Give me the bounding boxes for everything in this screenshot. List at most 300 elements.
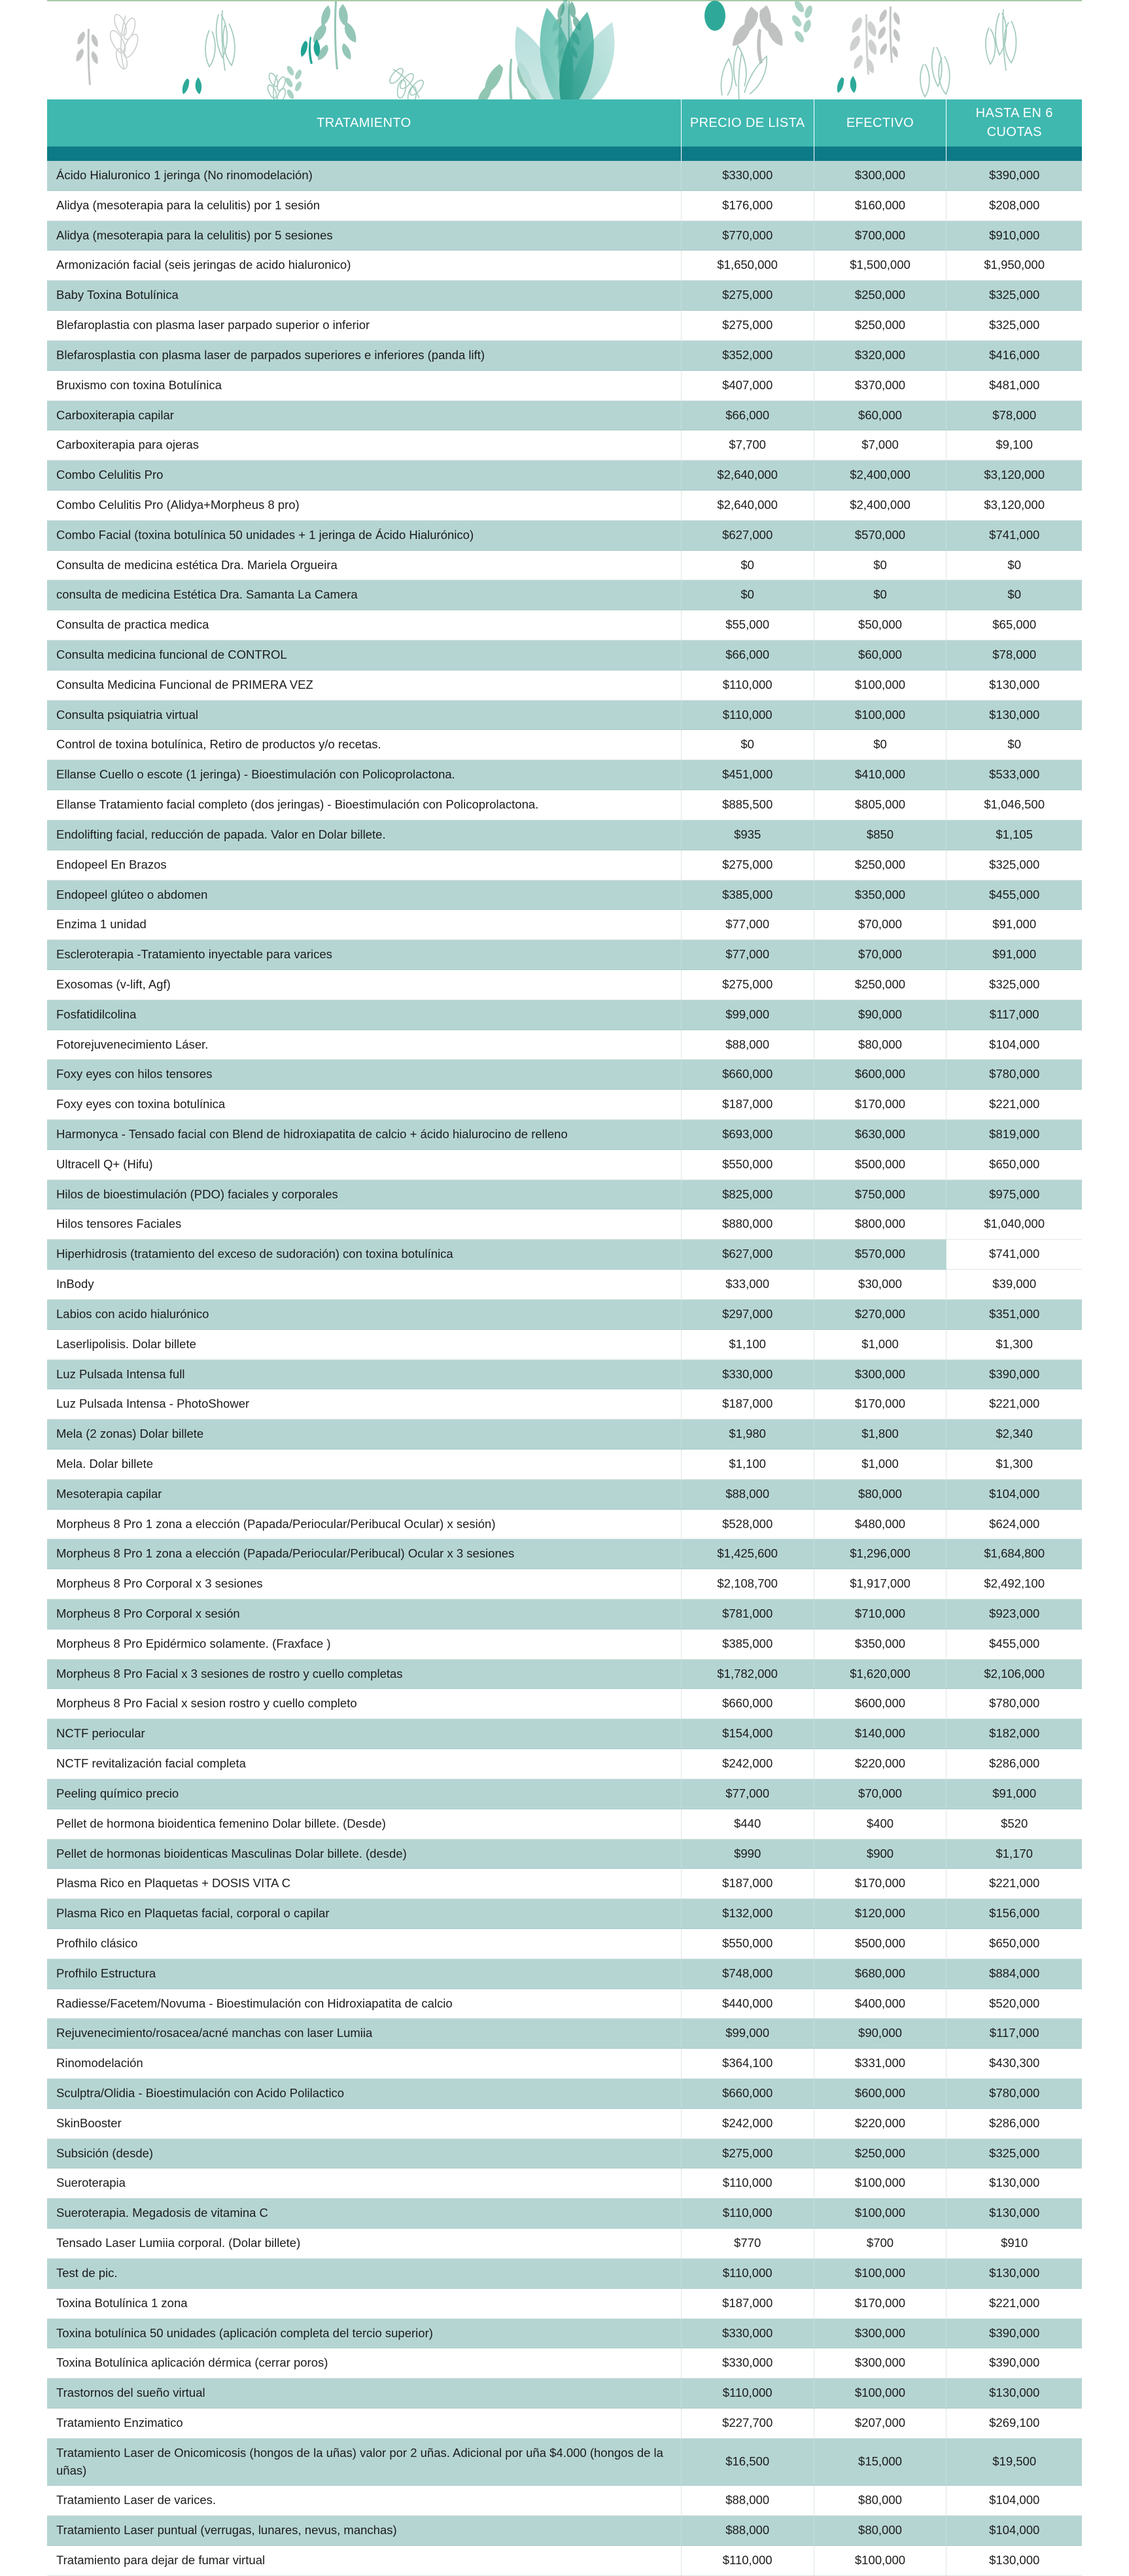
price-installments-cell: $2,106,000: [947, 1659, 1082, 1689]
treatment-name-cell: Luz Pulsada Intensa - PhotoShower: [47, 1389, 681, 1419]
table-row: [47, 1928, 1082, 1958]
price-list-cell: $187,000: [681, 1090, 814, 1120]
treatment-name-cell: NCTF revitalización facial completa: [47, 1749, 681, 1779]
price-cash-cell: $80,000: [814, 1030, 947, 1060]
price-cash-cell: $500,000: [814, 1149, 947, 1179]
price-list-cell: $330,000: [681, 2348, 814, 2378]
table-row: [47, 2318, 1082, 2348]
price-table: [47, 99, 1082, 2576]
treatment-name-cell: Endopeel En Brazos: [47, 850, 681, 880]
price-cash-cell: $370,000: [814, 370, 947, 400]
price-cash-cell: $80,000: [814, 1479, 947, 1509]
table-row: [47, 1389, 1082, 1419]
price-installments-cell: $19,500: [947, 2438, 1082, 2486]
table-row: [47, 820, 1082, 850]
table-row: [47, 1449, 1082, 1479]
price-installments-cell: $221,000: [947, 1090, 1082, 1120]
price-cash-cell: $600,000: [814, 1689, 947, 1719]
table-row: [47, 2486, 1082, 2516]
price-list-cell: $110,000: [681, 2378, 814, 2409]
price-list-cell: $154,000: [681, 1719, 814, 1749]
table-row: [47, 2288, 1082, 2318]
price-cash-cell: $220,000: [814, 2108, 947, 2138]
price-installments-cell: $819,000: [947, 1120, 1082, 1150]
price-installments-cell: $221,000: [947, 1869, 1082, 1899]
price-installments-cell: $416,000: [947, 340, 1082, 370]
price-cash-cell: $300,000: [814, 161, 947, 190]
price-installments-cell: $780,000: [947, 1689, 1082, 1719]
price-installments-cell: $1,046,500: [947, 790, 1082, 820]
treatment-name-cell: Mela (2 zonas) Dolar billete: [47, 1419, 681, 1450]
table-row: [47, 1809, 1082, 1839]
treatment-name-cell: Pellet de hormonas bioidenticas Masculinas Dolar billete. (desde): [47, 1839, 681, 1869]
table-row: [47, 251, 1082, 281]
price-list-cell: $16,500: [681, 2438, 814, 2486]
price-cash-cell: $680,000: [814, 1958, 947, 1989]
price-installments-cell: $91,000: [947, 910, 1082, 940]
price-installments-cell: $130,000: [947, 2168, 1082, 2199]
treatment-name-cell: Luz Pulsada Intensa full: [47, 1359, 681, 1389]
table-row: [47, 910, 1082, 940]
price-list-cell: $227,700: [681, 2408, 814, 2438]
table-row: [47, 1539, 1082, 1569]
price-installments-cell: $1,170: [947, 1839, 1082, 1869]
treatment-name-cell: Sueroterapia. Megadosis de vitamina C: [47, 2199, 681, 2229]
price-cash-cell: $805,000: [814, 790, 947, 820]
price-cash-cell: $350,000: [814, 880, 947, 910]
price-list-cell: $0: [681, 550, 814, 580]
price-installments-cell: $130,000: [947, 2258, 1082, 2288]
treatment-name-cell: Hiperhidrosis (tratamiento del exceso de sudoración) con toxina botulínica: [47, 1240, 681, 1270]
price-installments-cell: $741,000: [947, 1240, 1082, 1270]
price-list-cell: $187,000: [681, 1869, 814, 1899]
treatment-name-cell: Rinomodelación: [47, 2049, 681, 2079]
price-cash-cell: $160,000: [814, 190, 947, 220]
price-list-cell: $110,000: [681, 2258, 814, 2288]
price-list-cell: $770,000: [681, 220, 814, 251]
treatment-name-cell: Subsición (desde): [47, 2138, 681, 2168]
price-list-cell: $99,000: [681, 2019, 814, 2049]
price-installments-cell: $351,000: [947, 1299, 1082, 1329]
price-list-cell: $77,000: [681, 940, 814, 970]
table-row: [47, 1689, 1082, 1719]
price-list-cell: $77,000: [681, 1779, 814, 1809]
table-row: [47, 2348, 1082, 2378]
treatment-name-cell: Foxy eyes con toxina botulínica: [47, 1090, 681, 1120]
table-row: [47, 520, 1082, 550]
column-header-precio-de-lista: PRECIO DE LISTA: [681, 99, 814, 147]
price-installments-cell: $325,000: [947, 2138, 1082, 2168]
price-cash-cell: $15,000: [814, 2438, 947, 2486]
price-list-cell: $99,000: [681, 1000, 814, 1030]
table-row: [47, 1419, 1082, 1450]
price-list-cell: $110,000: [681, 2199, 814, 2229]
price-list-cell: $352,000: [681, 340, 814, 370]
price-cash-cell: $100,000: [814, 2546, 947, 2576]
price-installments-cell: $923,000: [947, 1599, 1082, 1629]
price-list-cell: $1,425,600: [681, 1539, 814, 1569]
price-cash-cell: $320,000: [814, 340, 947, 370]
table-row: [47, 2258, 1082, 2288]
floral-banner: [47, 0, 1082, 99]
price-installments-cell: $390,000: [947, 2318, 1082, 2348]
price-list-cell: $627,000: [681, 520, 814, 550]
price-installments-cell: $104,000: [947, 2486, 1082, 2516]
table-row: [47, 340, 1082, 370]
table-row: [47, 880, 1082, 910]
table-row: [47, 1629, 1082, 1659]
divider-cell: [814, 147, 947, 161]
price-cash-cell: $1,000: [814, 1449, 947, 1479]
price-installments-cell: $650,000: [947, 1928, 1082, 1958]
price-list-cell: $77,000: [681, 910, 814, 940]
treatment-name-cell: Peeling químico precio: [47, 1779, 681, 1809]
price-cash-cell: $250,000: [814, 2138, 947, 2168]
price-cash-cell: $570,000: [814, 1240, 947, 1270]
price-installments-cell: $104,000: [947, 2516, 1082, 2546]
price-installments-cell: $221,000: [947, 2288, 1082, 2318]
price-list-cell: $880,000: [681, 1210, 814, 1240]
price-installments-cell: $104,000: [947, 1030, 1082, 1060]
price-cash-cell: $30,000: [814, 1270, 947, 1300]
price-cash-cell: $270,000: [814, 1299, 947, 1329]
price-list-cell: $275,000: [681, 311, 814, 341]
table-row: [47, 1120, 1082, 1150]
table-row: [47, 1030, 1082, 1060]
table-row: [47, 730, 1082, 760]
price-cash-cell: $90,000: [814, 1000, 947, 1030]
price-cash-cell: $630,000: [814, 1120, 947, 1150]
price-cash-cell: $850: [814, 820, 947, 850]
price-cash-cell: $0: [814, 580, 947, 610]
treatment-name-cell: Hilos de bioestimulación (PDO) faciales y corporales: [47, 1179, 681, 1210]
price-list-cell: $407,000: [681, 370, 814, 400]
treatment-name-cell: Carboxiterapia capilar: [47, 400, 681, 430]
price-cash-cell: $80,000: [814, 2486, 947, 2516]
treatment-name-cell: Trastornos del sueño virtual: [47, 2378, 681, 2409]
table-row: [47, 2378, 1082, 2409]
price-list-cell: $2,640,000: [681, 490, 814, 520]
price-list-cell: $693,000: [681, 1120, 814, 1150]
treatment-name-cell: Consulta de medicina estética Dra. Mariela Orgueira: [47, 550, 681, 580]
price-list-cell: $451,000: [681, 760, 814, 790]
price-list-cell: $110,000: [681, 700, 814, 730]
treatment-name-cell: Tratamiento Laser de Onicomicosis (hongos de la uñas) valor por 2 uñas. Adicional por uña $4.000 (hongos de la uñas): [47, 2438, 681, 2486]
table-row: [47, 400, 1082, 430]
treatment-name-cell: Mela. Dolar billete: [47, 1449, 681, 1479]
price-cash-cell: $70,000: [814, 910, 947, 940]
price-cash-cell: $400: [814, 1809, 947, 1839]
price-list-cell: $440: [681, 1809, 814, 1839]
table-row: [47, 1749, 1082, 1779]
price-list-cell: $781,000: [681, 1599, 814, 1629]
table-row: [47, 1210, 1082, 1240]
table-row: [47, 2138, 1082, 2168]
table-row: [47, 430, 1082, 461]
price-installments-cell: $910: [947, 2229, 1082, 2259]
treatment-name-cell: Morpheus 8 Pro Facial x sesion rostro y cuello completo: [47, 1689, 681, 1719]
price-installments-cell: $1,040,000: [947, 1210, 1082, 1240]
price-cash-cell: $1,500,000: [814, 251, 947, 281]
price-installments-cell: $130,000: [947, 2378, 1082, 2409]
price-installments-cell: $1,300: [947, 1329, 1082, 1359]
treatment-name-cell: InBody: [47, 1270, 681, 1300]
price-installments-cell: $182,000: [947, 1719, 1082, 1749]
price-list-cell: $275,000: [681, 281, 814, 311]
price-cash-cell: $100,000: [814, 670, 947, 700]
table-row: [47, 940, 1082, 970]
price-installments-cell: $520: [947, 1809, 1082, 1839]
treatment-name-cell: Escleroterapia -Tratamiento inyectable para varices: [47, 940, 681, 970]
price-installments-cell: $780,000: [947, 2079, 1082, 2109]
price-list-cell: $1,650,000: [681, 251, 814, 281]
price-installments-cell: $1,105: [947, 820, 1082, 850]
treatment-name-cell: Tensado Laser Lumiia corporal. (Dolar billete): [47, 2229, 681, 2259]
price-list-cell: $187,000: [681, 2288, 814, 2318]
price-cash-cell: $140,000: [814, 1719, 947, 1749]
divider-cell: [947, 147, 1082, 161]
price-cash-cell: $400,000: [814, 1989, 947, 2019]
treatment-name-cell: Baby Toxina Botulínica: [47, 281, 681, 311]
treatment-name-cell: Bruxismo con toxina Botulínica: [47, 370, 681, 400]
table-row: [47, 2199, 1082, 2229]
table-row: [47, 2408, 1082, 2438]
price-cash-cell: $50,000: [814, 610, 947, 640]
treatment-name-cell: Ellanse Tratamiento facial completo (dos jeringas) - Bioestimulación con Policoprolactona.: [47, 790, 681, 820]
price-installments-cell: $130,000: [947, 2546, 1082, 2576]
price-installments-cell: $208,000: [947, 190, 1082, 220]
price-installments-cell: $533,000: [947, 760, 1082, 790]
table-row: [47, 550, 1082, 580]
table-row: [47, 1569, 1082, 1599]
price-cash-cell: $350,000: [814, 1629, 947, 1659]
price-list-cell: $275,000: [681, 850, 814, 880]
price-cash-cell: $570,000: [814, 520, 947, 550]
price-list-cell: $825,000: [681, 1179, 814, 1210]
price-list-cell: $385,000: [681, 880, 814, 910]
treatment-name-cell: Toxina botulínica 50 unidades (aplicación completa del tercio superior): [47, 2318, 681, 2348]
price-installments-cell: $481,000: [947, 370, 1082, 400]
table-row: [47, 1899, 1082, 1929]
price-cash-cell: $60,000: [814, 640, 947, 670]
price-installments-cell: $65,000: [947, 610, 1082, 640]
table-row: [47, 1479, 1082, 1509]
table-row: [47, 1779, 1082, 1809]
price-cash-cell: $70,000: [814, 1779, 947, 1809]
column-header-efectivo: EFECTIVO: [814, 99, 947, 147]
table-row: [47, 2079, 1082, 2109]
price-installments-cell: $130,000: [947, 700, 1082, 730]
table-row: [47, 1000, 1082, 1030]
table-row: [47, 461, 1082, 491]
price-list-cell: $33,000: [681, 1270, 814, 1300]
price-cash-cell: $100,000: [814, 2378, 947, 2409]
price-list-cell: $1,980: [681, 1419, 814, 1450]
price-cash-cell: $700,000: [814, 220, 947, 251]
table-row: [47, 1599, 1082, 1629]
price-installments-cell: $325,000: [947, 969, 1082, 1000]
treatment-name-cell: Test de pic.: [47, 2258, 681, 2288]
table-row: [47, 1509, 1082, 1539]
price-cash-cell: $80,000: [814, 2516, 947, 2546]
price-cash-cell: $1,917,000: [814, 1569, 947, 1599]
price-list-cell: $242,000: [681, 2108, 814, 2138]
price-cash-cell: $0: [814, 730, 947, 760]
price-cash-cell: $250,000: [814, 850, 947, 880]
price-list-cell: $660,000: [681, 1060, 814, 1090]
price-installments-cell: $3,120,000: [947, 461, 1082, 491]
table-row: [47, 281, 1082, 311]
price-list-cell: $440,000: [681, 1989, 814, 2019]
table-row: [47, 1359, 1082, 1389]
price-cash-cell: $70,000: [814, 940, 947, 970]
price-list-cell: $885,500: [681, 790, 814, 820]
price-list-cell: $627,000: [681, 1240, 814, 1270]
treatment-name-cell: Tratamiento Laser de varices.: [47, 2486, 681, 2516]
price-cash-cell: $170,000: [814, 1389, 947, 1419]
price-list-cell: $110,000: [681, 2168, 814, 2199]
treatment-name-cell: Morpheus 8 Pro 1 zona a elección (Papada/Periocular/Peribucal Ocular) x sesión): [47, 1509, 681, 1539]
treatment-name-cell: Consulta psiquiatria virtual: [47, 700, 681, 730]
price-list-cell: $1,782,000: [681, 1659, 814, 1689]
price-list-cell: $2,640,000: [681, 461, 814, 491]
price-cash-cell: $170,000: [814, 1869, 947, 1899]
price-installments-cell: $0: [947, 580, 1082, 610]
price-cash-cell: $100,000: [814, 700, 947, 730]
price-cash-cell: $1,296,000: [814, 1539, 947, 1569]
table-head: [47, 99, 1082, 161]
price-list-cell: $88,000: [681, 2486, 814, 2516]
treatment-name-cell: Tratamiento Laser puntual (verrugas, lunares, nevus, manchas): [47, 2516, 681, 2546]
price-installments-cell: $325,000: [947, 281, 1082, 311]
treatment-name-cell: Control de toxina botulínica, Retiro de productos y/o recetas.: [47, 730, 681, 760]
table-row: [47, 2168, 1082, 2199]
table-row: [47, 1240, 1082, 1270]
table-row: [47, 1958, 1082, 1989]
table-row: [47, 490, 1082, 520]
price-cash-cell: $600,000: [814, 1060, 947, 1090]
price-cash-cell: $2,400,000: [814, 461, 947, 491]
treatment-name-cell: Tratamiento Enzimatico: [47, 2408, 681, 2438]
price-list-cell: $1,100: [681, 1449, 814, 1479]
price-cash-cell: $480,000: [814, 1509, 947, 1539]
table-row: [47, 1839, 1082, 1869]
treatment-name-cell: Mesoterapia capilar: [47, 1479, 681, 1509]
treatment-name-cell: Morpheus 8 Pro 1 zona a elección (Papada/Periocular/Peribucal) Ocular x 3 sesiones: [47, 1539, 681, 1569]
table-row: [47, 2049, 1082, 2079]
price-installments-cell: $39,000: [947, 1270, 1082, 1300]
treatment-name-cell: Hilos tensores Faciales: [47, 1210, 681, 1240]
price-cash-cell: $250,000: [814, 311, 947, 341]
price-cash-cell: $1,620,000: [814, 1659, 947, 1689]
price-list-cell: $330,000: [681, 161, 814, 190]
price-list-cell: $528,000: [681, 1509, 814, 1539]
column-header-hasta-en-6-cuotas: HASTA EN 6 CUOTAS: [947, 99, 1082, 147]
treatment-name-cell: Consulta de practica medica: [47, 610, 681, 640]
price-list-cell: $110,000: [681, 2546, 814, 2576]
price-installments-cell: $455,000: [947, 880, 1082, 910]
price-cash-cell: $410,000: [814, 760, 947, 790]
price-list-cell: $176,000: [681, 190, 814, 220]
treatment-name-cell: Radiesse/Facetem/Novuma - Bioestimulación con Hidroxiapatita de calcio: [47, 1989, 681, 2019]
table-row: [47, 1989, 1082, 2019]
price-installments-cell: $286,000: [947, 1749, 1082, 1779]
price-installments-cell: $117,000: [947, 1000, 1082, 1030]
price-list-cell: $66,000: [681, 640, 814, 670]
table-row: [47, 1060, 1082, 1090]
price-list-cell: $0: [681, 730, 814, 760]
price-installments-cell: $130,000: [947, 2199, 1082, 2229]
treatment-name-cell: Tratamiento para dejar de fumar virtual: [47, 2546, 681, 2576]
price-cash-cell: $220,000: [814, 1749, 947, 1779]
price-list-cell: $66,000: [681, 400, 814, 430]
treatment-name-cell: consulta de medicina Estética Dra. Samanta La Camera: [47, 580, 681, 610]
price-list-cell: $2,108,700: [681, 1569, 814, 1599]
table-row: [47, 2438, 1082, 2486]
price-installments-cell: $650,000: [947, 1149, 1082, 1179]
table-row: [47, 969, 1082, 1000]
table-row: [47, 700, 1082, 730]
price-list-cell: $1,100: [681, 1329, 814, 1359]
treatment-name-cell: Plasma Rico en Plaquetas + DOSIS VITA C: [47, 1869, 681, 1899]
price-installments-cell: $156,000: [947, 1899, 1082, 1929]
treatment-name-cell: Morpheus 8 Pro Facial x 3 sesiones de rostro y cuello completas: [47, 1659, 681, 1689]
price-cash-cell: $100,000: [814, 2199, 947, 2229]
price-cash-cell: $600,000: [814, 2079, 947, 2109]
price-list-cell: $0: [681, 580, 814, 610]
price-list-cell: $364,100: [681, 2049, 814, 2079]
price-installments-cell: $2,340: [947, 1419, 1082, 1450]
price-list-cell: $748,000: [681, 1958, 814, 1989]
price-list-cell: $770: [681, 2229, 814, 2259]
price-cash-cell: $250,000: [814, 281, 947, 311]
price-installments-cell: $1,950,000: [947, 251, 1082, 281]
table-row: [47, 190, 1082, 220]
price-list-cell: $550,000: [681, 1928, 814, 1958]
price-cash-cell: $300,000: [814, 1359, 947, 1389]
price-list-cell: $385,000: [681, 1629, 814, 1659]
price-installments-cell: $884,000: [947, 1958, 1082, 1989]
price-installments-cell: $741,000: [947, 520, 1082, 550]
price-installments-cell: $104,000: [947, 1479, 1082, 1509]
treatment-name-cell: Enzima 1 unidad: [47, 910, 681, 940]
treatment-name-cell: Exosomas (v-lift, Agf): [47, 969, 681, 1000]
price-list-cell: $187,000: [681, 1389, 814, 1419]
price-installments-cell: $269,100: [947, 2408, 1082, 2438]
price-list-cell: $88,000: [681, 1030, 814, 1060]
header-divider-row: [47, 147, 1082, 161]
price-installments-cell: $780,000: [947, 1060, 1082, 1090]
treatment-name-cell: Armonización facial (seis jeringas de acido hialuronico): [47, 251, 681, 281]
column-header-tratamiento: TRATAMIENTO: [47, 99, 681, 147]
treatment-name-cell: Fosfatidilcolina: [47, 1000, 681, 1030]
price-installments-cell: $390,000: [947, 1359, 1082, 1389]
price-cash-cell: $100,000: [814, 2168, 947, 2199]
price-cash-cell: $500,000: [814, 1928, 947, 1958]
price-table-container: [47, 99, 1082, 2576]
table-row: [47, 1299, 1082, 1329]
price-list-cell: $88,000: [681, 1479, 814, 1509]
treatment-name-cell: Carboxiterapia para ojeras: [47, 430, 681, 461]
treatment-name-cell: Endopeel glúteo o abdomen: [47, 880, 681, 910]
price-installments-cell: $390,000: [947, 161, 1082, 190]
price-cash-cell: $207,000: [814, 2408, 947, 2438]
treatment-name-cell: Morpheus 8 Pro Corporal x 3 sesiones: [47, 1569, 681, 1599]
table-row: [47, 1719, 1082, 1749]
treatment-name-cell: Blefaroplastia con plasma laser parpado superior o inferior: [47, 311, 681, 341]
price-cash-cell: $300,000: [814, 2318, 947, 2348]
treatment-name-cell: Foxy eyes con hilos tensores: [47, 1060, 681, 1090]
